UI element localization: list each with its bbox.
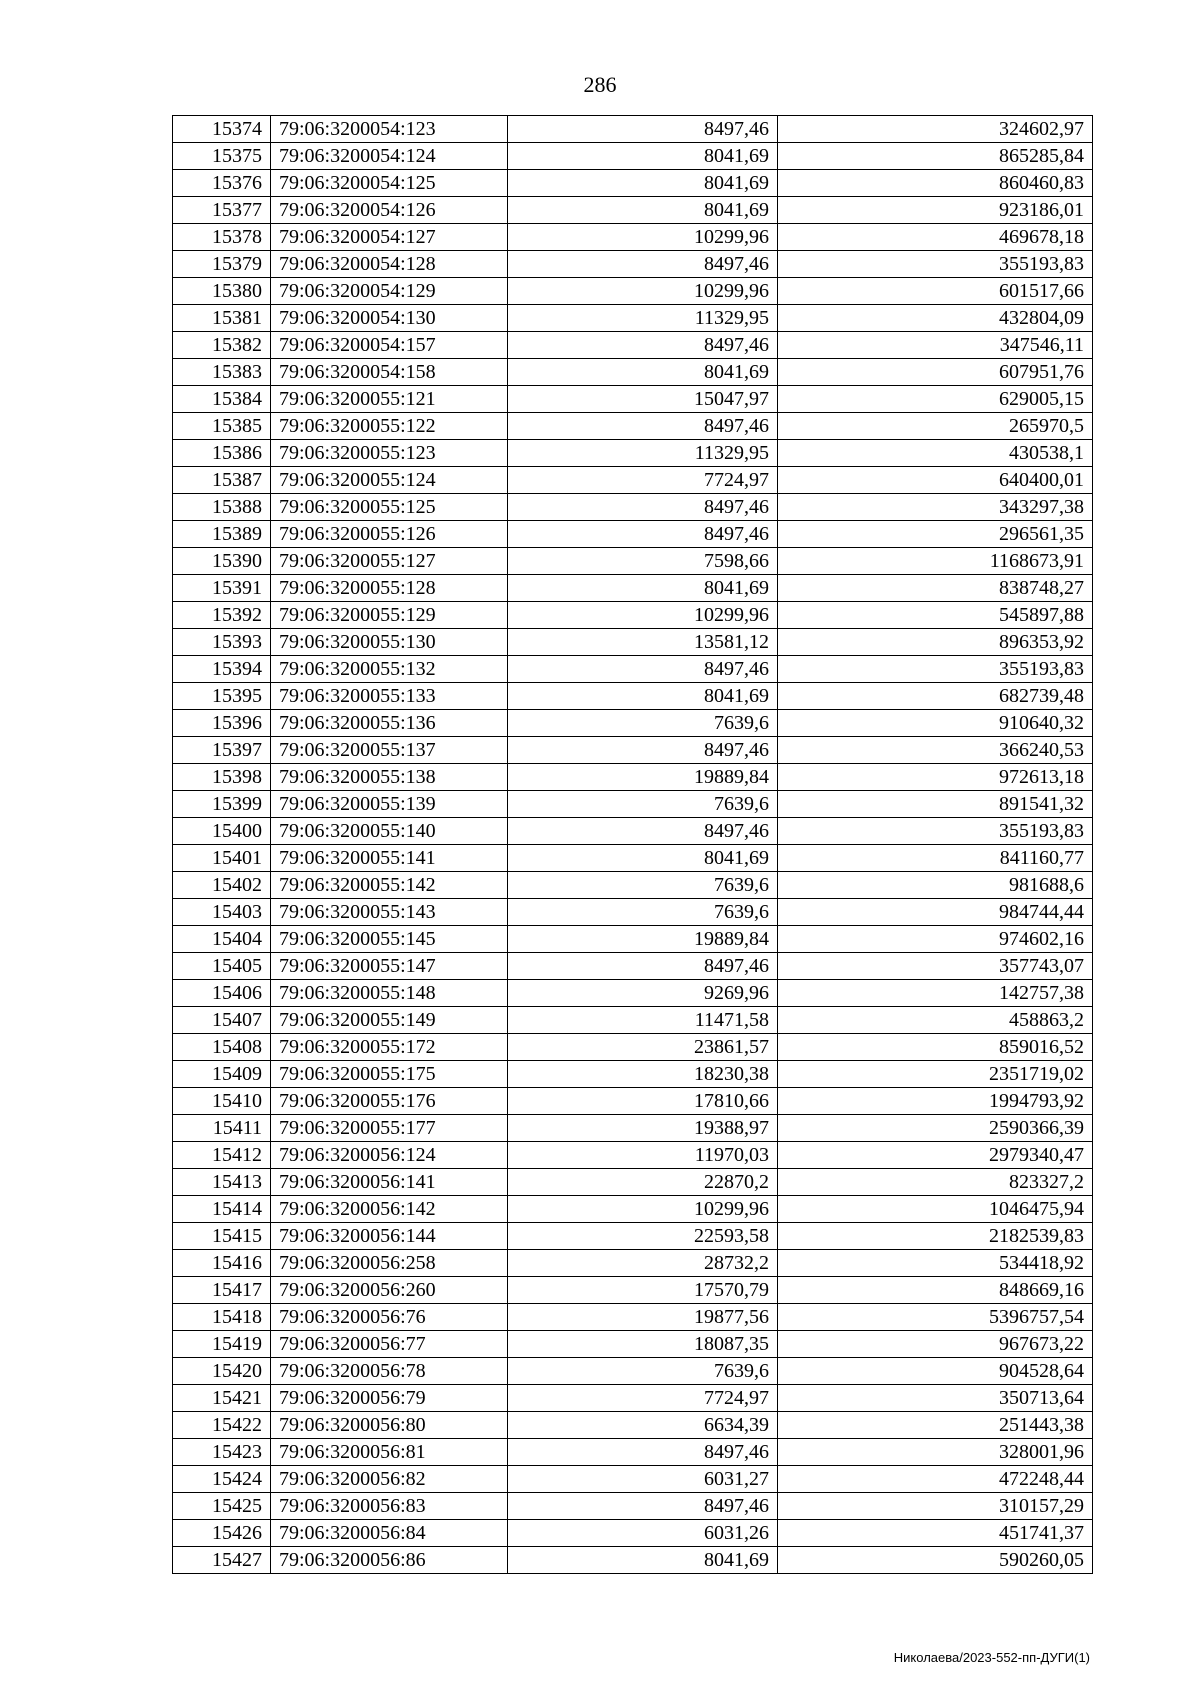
row-number-cell: 15423 bbox=[173, 1439, 271, 1466]
row-number-cell: 15392 bbox=[173, 602, 271, 629]
row-number-cell: 15418 bbox=[173, 1304, 271, 1331]
cadastral-number-cell: 79:06:3200055:122 bbox=[271, 413, 508, 440]
cadastral-number-cell: 79:06:3200055:177 bbox=[271, 1115, 508, 1142]
table-row bbox=[173, 521, 1093, 548]
area-value-cell: 8497,46 bbox=[508, 953, 778, 980]
cadastral-number-cell: 79:06:3200055:145 bbox=[271, 926, 508, 953]
cadastral-value-cell: 984744,44 bbox=[778, 899, 1093, 926]
cadastral-number-cell: 79:06:3200055:141 bbox=[271, 845, 508, 872]
cadastral-number-cell: 79:06:3200055:123 bbox=[271, 440, 508, 467]
table-row bbox=[173, 1196, 1093, 1223]
row-number-cell: 15387 bbox=[173, 467, 271, 494]
table-row bbox=[173, 1250, 1093, 1277]
area-value-cell: 8497,46 bbox=[508, 1493, 778, 1520]
row-number-cell: 15379 bbox=[173, 251, 271, 278]
cadastral-value-cell: 860460,83 bbox=[778, 170, 1093, 197]
cadastral-value-cell: 472248,44 bbox=[778, 1466, 1093, 1493]
row-number-cell: 15400 bbox=[173, 818, 271, 845]
area-value-cell: 8497,46 bbox=[508, 737, 778, 764]
cadastral-number-cell: 79:06:3200054:157 bbox=[271, 332, 508, 359]
table-row bbox=[173, 791, 1093, 818]
area-value-cell: 8497,46 bbox=[508, 1439, 778, 1466]
table-row bbox=[173, 1034, 1093, 1061]
table-row bbox=[173, 1466, 1093, 1493]
cadastral-value-cell: 142757,38 bbox=[778, 980, 1093, 1007]
cadastral-number-cell: 79:06:3200055:129 bbox=[271, 602, 508, 629]
row-number-cell: 15397 bbox=[173, 737, 271, 764]
table-row bbox=[173, 575, 1093, 602]
cadastral-number-cell: 79:06:3200056:76 bbox=[271, 1304, 508, 1331]
table-row bbox=[173, 548, 1093, 575]
row-number-cell: 15380 bbox=[173, 278, 271, 305]
table-row bbox=[173, 710, 1093, 737]
cadastral-value-cell: 838748,27 bbox=[778, 575, 1093, 602]
table-row bbox=[173, 224, 1093, 251]
area-value-cell: 23861,57 bbox=[508, 1034, 778, 1061]
cadastral-value-cell: 601517,66 bbox=[778, 278, 1093, 305]
table-row bbox=[173, 1358, 1093, 1385]
table-row bbox=[173, 1061, 1093, 1088]
row-number-cell: 15376 bbox=[173, 170, 271, 197]
row-number-cell: 15405 bbox=[173, 953, 271, 980]
row-number-cell: 15396 bbox=[173, 710, 271, 737]
cadastral-number-cell: 79:06:3200055:133 bbox=[271, 683, 508, 710]
cadastral-number-cell: 79:06:3200054:125 bbox=[271, 170, 508, 197]
area-value-cell: 7724,97 bbox=[508, 1385, 778, 1412]
row-number-cell: 15411 bbox=[173, 1115, 271, 1142]
table-row bbox=[173, 251, 1093, 278]
area-value-cell: 11970,03 bbox=[508, 1142, 778, 1169]
cadastral-value-cell: 458863,2 bbox=[778, 1007, 1093, 1034]
cadastral-value-cell: 545897,88 bbox=[778, 602, 1093, 629]
table-row bbox=[173, 1142, 1093, 1169]
cadastral-value-cell: 347546,11 bbox=[778, 332, 1093, 359]
cadastral-value-cell: 366240,53 bbox=[778, 737, 1093, 764]
table-row bbox=[173, 197, 1093, 224]
area-value-cell: 18230,38 bbox=[508, 1061, 778, 1088]
cadastral-value-cell: 451741,37 bbox=[778, 1520, 1093, 1547]
area-value-cell: 11471,58 bbox=[508, 1007, 778, 1034]
cadastral-number-cell: 79:06:3200055:125 bbox=[271, 494, 508, 521]
cadastral-number-cell: 79:06:3200056:84 bbox=[271, 1520, 508, 1547]
row-number-cell: 15393 bbox=[173, 629, 271, 656]
document-footer-id: Николаева/2023-552-пп-ДУГИ(1) bbox=[893, 1650, 1090, 1665]
row-number-cell: 15415 bbox=[173, 1223, 271, 1250]
row-number-cell: 15388 bbox=[173, 494, 271, 521]
table-row bbox=[173, 845, 1093, 872]
cadastral-number-cell: 79:06:3200055:127 bbox=[271, 548, 508, 575]
table-row bbox=[173, 1223, 1093, 1250]
row-number-cell: 15424 bbox=[173, 1466, 271, 1493]
table-row bbox=[173, 359, 1093, 386]
area-value-cell: 8497,46 bbox=[508, 656, 778, 683]
cadastral-value-cell: 896353,92 bbox=[778, 629, 1093, 656]
row-number-cell: 15386 bbox=[173, 440, 271, 467]
cadastral-number-cell: 79:06:3200054:158 bbox=[271, 359, 508, 386]
cadastral-number-cell: 79:06:3200055:138 bbox=[271, 764, 508, 791]
table-row bbox=[173, 1115, 1093, 1142]
cadastral-value-cell: 324602,97 bbox=[778, 116, 1093, 143]
row-number-cell: 15419 bbox=[173, 1331, 271, 1358]
table-row bbox=[173, 926, 1093, 953]
area-value-cell: 10299,96 bbox=[508, 224, 778, 251]
area-value-cell: 15047,97 bbox=[508, 386, 778, 413]
area-value-cell: 22593,58 bbox=[508, 1223, 778, 1250]
row-number-cell: 15420 bbox=[173, 1358, 271, 1385]
cadastral-value-cell: 1168673,91 bbox=[778, 548, 1093, 575]
table-row bbox=[173, 332, 1093, 359]
cadastral-number-cell: 79:06:3200056:81 bbox=[271, 1439, 508, 1466]
area-value-cell: 8041,69 bbox=[508, 143, 778, 170]
table-row bbox=[173, 1088, 1093, 1115]
area-value-cell: 8497,46 bbox=[508, 251, 778, 278]
cadastral-value-cell: 355193,83 bbox=[778, 656, 1093, 683]
cadastral-value-cell: 265970,5 bbox=[778, 413, 1093, 440]
area-value-cell: 7639,6 bbox=[508, 1358, 778, 1385]
cadastral-number-cell: 79:06:3200055:126 bbox=[271, 521, 508, 548]
cadastral-value-cell: 355193,83 bbox=[778, 818, 1093, 845]
table-row bbox=[173, 143, 1093, 170]
cadastral-number-cell: 79:06:3200055:136 bbox=[271, 710, 508, 737]
table-row bbox=[173, 494, 1093, 521]
cadastral-number-cell: 79:06:3200054:126 bbox=[271, 197, 508, 224]
cadastral-value-cell: 629005,15 bbox=[778, 386, 1093, 413]
table-row bbox=[173, 818, 1093, 845]
area-value-cell: 7639,6 bbox=[508, 872, 778, 899]
row-number-cell: 15417 bbox=[173, 1277, 271, 1304]
table-row bbox=[173, 1007, 1093, 1034]
table-body bbox=[173, 116, 1093, 1574]
area-value-cell: 8041,69 bbox=[508, 575, 778, 602]
table-row bbox=[173, 872, 1093, 899]
row-number-cell: 15412 bbox=[173, 1142, 271, 1169]
cadastral-number-cell: 79:06:3200054:124 bbox=[271, 143, 508, 170]
row-number-cell: 15385 bbox=[173, 413, 271, 440]
row-number-cell: 15382 bbox=[173, 332, 271, 359]
area-value-cell: 8497,46 bbox=[508, 818, 778, 845]
table-row bbox=[173, 683, 1093, 710]
cadastral-value-cell: 904528,64 bbox=[778, 1358, 1093, 1385]
area-value-cell: 8497,46 bbox=[508, 413, 778, 440]
row-number-cell: 15377 bbox=[173, 197, 271, 224]
cadastral-number-cell: 79:06:3200056:77 bbox=[271, 1331, 508, 1358]
cadastral-value-cell: 2590366,39 bbox=[778, 1115, 1093, 1142]
cadastral-value-cell: 923186,01 bbox=[778, 197, 1093, 224]
area-value-cell: 8041,69 bbox=[508, 170, 778, 197]
cadastral-value-cell: 357743,07 bbox=[778, 953, 1093, 980]
row-number-cell: 15384 bbox=[173, 386, 271, 413]
cadastral-number-cell: 79:06:3200056:144 bbox=[271, 1223, 508, 1250]
row-number-cell: 15383 bbox=[173, 359, 271, 386]
cadastral-value-cell: 974602,16 bbox=[778, 926, 1093, 953]
cadastral-number-cell: 79:06:3200055:176 bbox=[271, 1088, 508, 1115]
cadastral-number-cell: 79:06:3200055:137 bbox=[271, 737, 508, 764]
cadastral-value-cell: 682739,48 bbox=[778, 683, 1093, 710]
table-row bbox=[173, 1520, 1093, 1547]
table-row bbox=[173, 1304, 1093, 1331]
cadastral-value-cell: 310157,29 bbox=[778, 1493, 1093, 1520]
row-number-cell: 15401 bbox=[173, 845, 271, 872]
area-value-cell: 19877,56 bbox=[508, 1304, 778, 1331]
cadastral-number-cell: 79:06:3200056:86 bbox=[271, 1547, 508, 1574]
table-row bbox=[173, 953, 1093, 980]
cadastral-value-cell: 343297,38 bbox=[778, 494, 1093, 521]
table-row bbox=[173, 1277, 1093, 1304]
area-value-cell: 19388,97 bbox=[508, 1115, 778, 1142]
table-row bbox=[173, 1331, 1093, 1358]
row-number-cell: 15416 bbox=[173, 1250, 271, 1277]
area-value-cell: 8497,46 bbox=[508, 494, 778, 521]
table-row bbox=[173, 305, 1093, 332]
row-number-cell: 15381 bbox=[173, 305, 271, 332]
area-value-cell: 6634,39 bbox=[508, 1412, 778, 1439]
cadastral-value-cell: 296561,35 bbox=[778, 521, 1093, 548]
row-number-cell: 15421 bbox=[173, 1385, 271, 1412]
cadastral-value-cell: 2182539,83 bbox=[778, 1223, 1093, 1250]
table-row bbox=[173, 656, 1093, 683]
cadastral-value-cell: 865285,84 bbox=[778, 143, 1093, 170]
area-value-cell: 17570,79 bbox=[508, 1277, 778, 1304]
row-number-cell: 15402 bbox=[173, 872, 271, 899]
row-number-cell: 15395 bbox=[173, 683, 271, 710]
area-value-cell: 28732,2 bbox=[508, 1250, 778, 1277]
cadastral-value-cell: 859016,52 bbox=[778, 1034, 1093, 1061]
row-number-cell: 15403 bbox=[173, 899, 271, 926]
cadastral-number-cell: 79:06:3200055:121 bbox=[271, 386, 508, 413]
cadastral-number-cell: 79:06:3200056:124 bbox=[271, 1142, 508, 1169]
row-number-cell: 15422 bbox=[173, 1412, 271, 1439]
area-value-cell: 18087,35 bbox=[508, 1331, 778, 1358]
area-value-cell: 6031,27 bbox=[508, 1466, 778, 1493]
row-number-cell: 15427 bbox=[173, 1547, 271, 1574]
area-value-cell: 7724,97 bbox=[508, 467, 778, 494]
row-number-cell: 15409 bbox=[173, 1061, 271, 1088]
cadastral-number-cell: 79:06:3200055:140 bbox=[271, 818, 508, 845]
cadastral-value-cell: 841160,77 bbox=[778, 845, 1093, 872]
cadastral-value-cell: 355193,83 bbox=[778, 251, 1093, 278]
area-value-cell: 7639,6 bbox=[508, 791, 778, 818]
row-number-cell: 15378 bbox=[173, 224, 271, 251]
area-value-cell: 10299,96 bbox=[508, 278, 778, 305]
table-row bbox=[173, 170, 1093, 197]
cadastral-number-cell: 79:06:3200056:79 bbox=[271, 1385, 508, 1412]
table-row bbox=[173, 116, 1093, 143]
row-number-cell: 15406 bbox=[173, 980, 271, 1007]
table-row bbox=[173, 629, 1093, 656]
row-number-cell: 15398 bbox=[173, 764, 271, 791]
area-value-cell: 19889,84 bbox=[508, 926, 778, 953]
table-row bbox=[173, 737, 1093, 764]
cadastral-number-cell: 79:06:3200054:123 bbox=[271, 116, 508, 143]
cadastral-value-table bbox=[172, 115, 1093, 1574]
area-value-cell: 17810,66 bbox=[508, 1088, 778, 1115]
cadastral-number-cell: 79:06:3200055:124 bbox=[271, 467, 508, 494]
cadastral-number-cell: 79:06:3200055:139 bbox=[271, 791, 508, 818]
cadastral-value-cell: 967673,22 bbox=[778, 1331, 1093, 1358]
area-value-cell: 8041,69 bbox=[508, 197, 778, 224]
cadastral-value-cell: 981688,6 bbox=[778, 872, 1093, 899]
table-row bbox=[173, 1412, 1093, 1439]
cadastral-number-cell: 79:06:3200054:128 bbox=[271, 251, 508, 278]
row-number-cell: 15414 bbox=[173, 1196, 271, 1223]
row-number-cell: 15425 bbox=[173, 1493, 271, 1520]
cadastral-number-cell: 79:06:3200056:82 bbox=[271, 1466, 508, 1493]
row-number-cell: 15426 bbox=[173, 1520, 271, 1547]
area-value-cell: 7639,6 bbox=[508, 899, 778, 926]
table-row bbox=[173, 440, 1093, 467]
area-value-cell: 22870,2 bbox=[508, 1169, 778, 1196]
cadastral-value-cell: 607951,76 bbox=[778, 359, 1093, 386]
cadastral-value-cell: 430538,1 bbox=[778, 440, 1093, 467]
cadastral-number-cell: 79:06:3200055:130 bbox=[271, 629, 508, 656]
area-value-cell: 8041,69 bbox=[508, 1547, 778, 1574]
table-row bbox=[173, 467, 1093, 494]
row-number-cell: 15375 bbox=[173, 143, 271, 170]
cadastral-number-cell: 79:06:3200054:129 bbox=[271, 278, 508, 305]
area-value-cell: 19889,84 bbox=[508, 764, 778, 791]
cadastral-value-cell: 910640,32 bbox=[778, 710, 1093, 737]
area-value-cell: 8041,69 bbox=[508, 845, 778, 872]
area-value-cell: 11329,95 bbox=[508, 305, 778, 332]
cadastral-value-cell: 2351719,02 bbox=[778, 1061, 1093, 1088]
area-value-cell: 9269,96 bbox=[508, 980, 778, 1007]
area-value-cell: 10299,96 bbox=[508, 1196, 778, 1223]
row-number-cell: 15391 bbox=[173, 575, 271, 602]
table-row bbox=[173, 980, 1093, 1007]
table-row bbox=[173, 1169, 1093, 1196]
row-number-cell: 15390 bbox=[173, 548, 271, 575]
cadastral-value-cell: 2979340,47 bbox=[778, 1142, 1093, 1169]
cadastral-value-cell: 891541,32 bbox=[778, 791, 1093, 818]
cadastral-number-cell: 79:06:3200055:172 bbox=[271, 1034, 508, 1061]
cadastral-number-cell: 79:06:3200055:143 bbox=[271, 899, 508, 926]
cadastral-value-cell: 1994793,92 bbox=[778, 1088, 1093, 1115]
cadastral-number-cell: 79:06:3200056:142 bbox=[271, 1196, 508, 1223]
row-number-cell: 15407 bbox=[173, 1007, 271, 1034]
cadastral-value-cell: 534418,92 bbox=[778, 1250, 1093, 1277]
cadastral-number-cell: 79:06:3200055:142 bbox=[271, 872, 508, 899]
cadastral-number-cell: 79:06:3200056:141 bbox=[271, 1169, 508, 1196]
cadastral-value-cell: 590260,05 bbox=[778, 1547, 1093, 1574]
cadastral-number-cell: 79:06:3200055:148 bbox=[271, 980, 508, 1007]
row-number-cell: 15410 bbox=[173, 1088, 271, 1115]
row-number-cell: 15413 bbox=[173, 1169, 271, 1196]
cadastral-value-cell: 432804,09 bbox=[778, 305, 1093, 332]
area-value-cell: 8497,46 bbox=[508, 332, 778, 359]
row-number-cell: 15408 bbox=[173, 1034, 271, 1061]
cadastral-value-cell: 251443,38 bbox=[778, 1412, 1093, 1439]
row-number-cell: 15374 bbox=[173, 116, 271, 143]
cadastral-value-cell: 848669,16 bbox=[778, 1277, 1093, 1304]
cadastral-number-cell: 79:06:3200055:132 bbox=[271, 656, 508, 683]
cadastral-number-cell: 79:06:3200054:130 bbox=[271, 305, 508, 332]
row-number-cell: 15404 bbox=[173, 926, 271, 953]
row-number-cell: 15399 bbox=[173, 791, 271, 818]
cadastral-number-cell: 79:06:3200055:128 bbox=[271, 575, 508, 602]
cadastral-value-cell: 5396757,54 bbox=[778, 1304, 1093, 1331]
table-row bbox=[173, 602, 1093, 629]
cadastral-value-cell: 1046475,94 bbox=[778, 1196, 1093, 1223]
cadastral-value-cell: 640400,01 bbox=[778, 467, 1093, 494]
table-row bbox=[173, 1547, 1093, 1574]
cadastral-number-cell: 79:06:3200054:127 bbox=[271, 224, 508, 251]
cadastral-value-cell: 350713,64 bbox=[778, 1385, 1093, 1412]
cadastral-value-cell: 972613,18 bbox=[778, 764, 1093, 791]
area-value-cell: 13581,12 bbox=[508, 629, 778, 656]
cadastral-number-cell: 79:06:3200056:258 bbox=[271, 1250, 508, 1277]
cadastral-number-cell: 79:06:3200055:149 bbox=[271, 1007, 508, 1034]
table-row bbox=[173, 278, 1093, 305]
area-value-cell: 8041,69 bbox=[508, 359, 778, 386]
cadastral-number-cell: 79:06:3200055:175 bbox=[271, 1061, 508, 1088]
row-number-cell: 15394 bbox=[173, 656, 271, 683]
table-row bbox=[173, 1439, 1093, 1466]
table-row bbox=[173, 413, 1093, 440]
table-row bbox=[173, 764, 1093, 791]
table-row bbox=[173, 386, 1093, 413]
row-number-cell: 15389 bbox=[173, 521, 271, 548]
area-value-cell: 7598,66 bbox=[508, 548, 778, 575]
table-row bbox=[173, 1493, 1093, 1520]
cadastral-number-cell: 79:06:3200055:147 bbox=[271, 953, 508, 980]
area-value-cell: 6031,26 bbox=[508, 1520, 778, 1547]
cadastral-number-cell: 79:06:3200056:260 bbox=[271, 1277, 508, 1304]
area-value-cell: 8041,69 bbox=[508, 683, 778, 710]
page-number: 286 bbox=[583, 72, 617, 97]
table-row bbox=[173, 1385, 1093, 1412]
area-value-cell: 7639,6 bbox=[508, 710, 778, 737]
cadastral-value-cell: 328001,96 bbox=[778, 1439, 1093, 1466]
area-value-cell: 11329,95 bbox=[508, 440, 778, 467]
cadastral-number-cell: 79:06:3200056:83 bbox=[271, 1493, 508, 1520]
cadastral-value-cell: 823327,2 bbox=[778, 1169, 1093, 1196]
table-row bbox=[173, 899, 1093, 926]
area-value-cell: 8497,46 bbox=[508, 521, 778, 548]
cadastral-value-cell: 469678,18 bbox=[778, 224, 1093, 251]
cadastral-number-cell: 79:06:3200056:80 bbox=[271, 1412, 508, 1439]
cadastral-number-cell: 79:06:3200056:78 bbox=[271, 1358, 508, 1385]
area-value-cell: 10299,96 bbox=[508, 602, 778, 629]
area-value-cell: 8497,46 bbox=[508, 116, 778, 143]
